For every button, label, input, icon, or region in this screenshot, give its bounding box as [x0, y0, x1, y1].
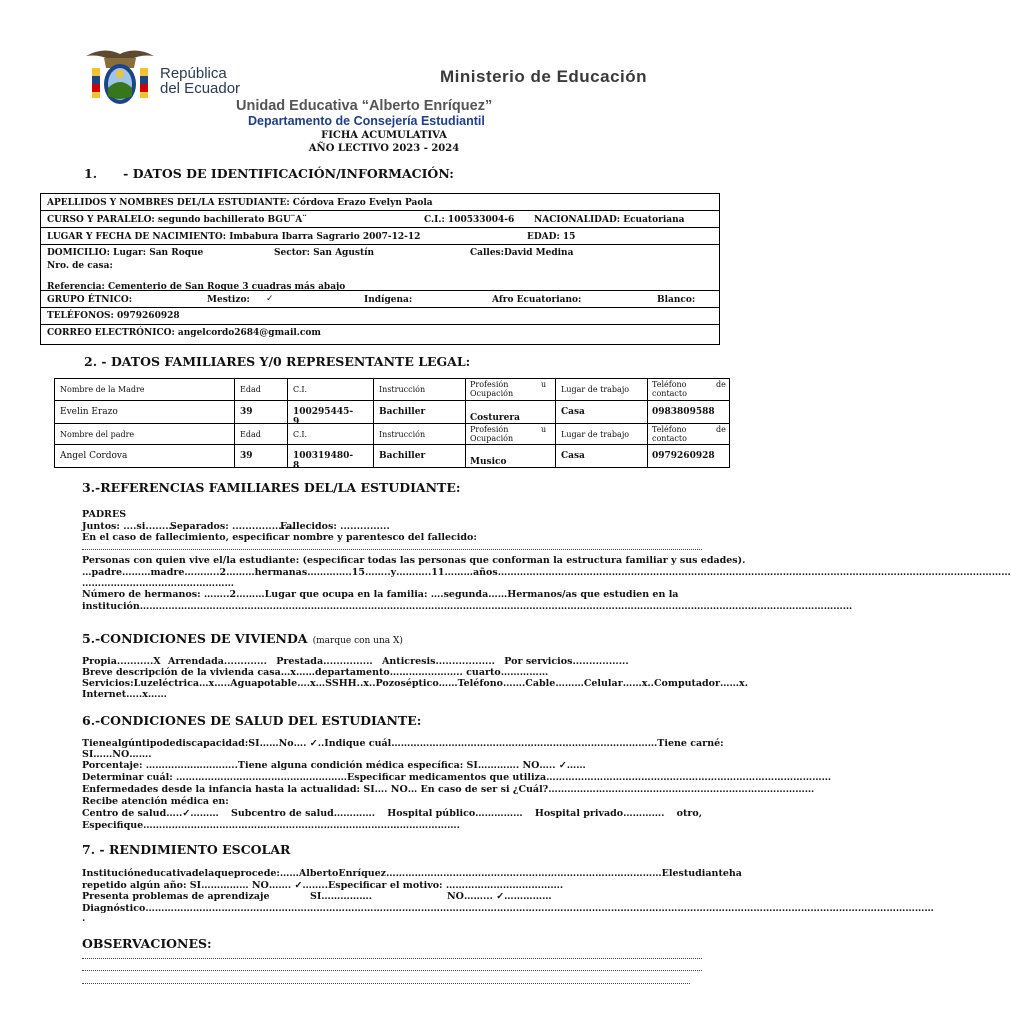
- id-table-divider: [40, 244, 720, 245]
- republic-name: [160, 66, 240, 96]
- section-5-note: (marque con una X): [312, 636, 403, 646]
- section-7-title: 7. - RENDIMIENTO ESCOLAR: [82, 842, 291, 857]
- mother-ci: 100295445-9: [293, 407, 354, 427]
- id-table-divider: [40, 227, 720, 228]
- disc-0: Tiene: [82, 738, 112, 749]
- hospital-publico: Hospital público……………: [387, 808, 523, 819]
- header-father-name: Nombre del padre: [60, 430, 135, 439]
- father-workplace: Casa: [561, 451, 585, 461]
- father-age: 39: [240, 451, 253, 461]
- header-ci: C.I.: [293, 385, 308, 394]
- padres-label: PADRES: [82, 509, 127, 520]
- fallecimiento-label: En el caso de fallecimiento, especificar nombre y parentesco del fallecido:: [82, 532, 477, 543]
- disc-2: tipo: [141, 738, 163, 749]
- father-ci: 100319480-8: [293, 451, 354, 471]
- hermanos-field: Número de hermanos: ……..2………Lugar que ocupa en la familia: ….segunda……Hermanos/as que estudien en la: [82, 589, 679, 600]
- separados-field: Separados: ...................: [170, 521, 295, 532]
- family-table-col: [465, 378, 466, 468]
- servicios-0: Servicios:: [82, 678, 134, 689]
- diagnostico-field: Diagnóstico……………………………………………………………………………………………………………………………………………………………………………………………………………………………: [82, 903, 934, 914]
- father-phone: 0979260928: [652, 451, 715, 461]
- header-profession: Profesión: [470, 425, 509, 434]
- section-1-title: 1. - DATOS DE IDENTIFICACIÓN/INFORMACIÓN:: [84, 166, 454, 181]
- convive-label: Personas con quien vive el/la estudiante: (especificar todas las personas que conforman la estructura familiar y sus edades).: [82, 555, 746, 566]
- internet-field: Internet…..x……: [82, 689, 167, 700]
- inst-1: educativa: [140, 868, 192, 879]
- inst-2: de: [191, 868, 205, 879]
- centros-row: [82, 808, 702, 819]
- family-table-col: [647, 378, 648, 468]
- carne-response: SI……NO…….: [82, 749, 152, 760]
- mother-name: Evelin Erazo: [60, 407, 118, 417]
- inst-9: estudiante: [672, 868, 729, 879]
- inst-4: que: [214, 868, 234, 879]
- inst-10: ha: [728, 868, 742, 879]
- inst-7: Alberto: [298, 868, 339, 879]
- republic-line-1: República: [160, 65, 227, 82]
- repetido-field: repetido algún año: SI…………… NO……. ✓……..Especificar el motivo: ……………………………….: [82, 880, 564, 891]
- ethnic-check-mark: ✓: [266, 294, 274, 304]
- department-name: Departamento de Consejería Estudiantil: [248, 114, 485, 128]
- header-workplace: Lugar de trabajo: [561, 385, 630, 394]
- convive-more: …………………………………………: [82, 578, 234, 589]
- servicios-3: potable….x…SSHH..x..Pozo: [257, 678, 401, 689]
- disc-6: No…. ✓..Indique cuál…………………………………………………………………………Tiene carné:: [278, 738, 724, 749]
- observaciones-line: [82, 958, 702, 959]
- disc-5: SI……: [248, 738, 279, 749]
- ethnic-afro: Afro Ecuatoriano:: [492, 295, 582, 305]
- address-sector: Sector: San Agustín: [274, 248, 375, 258]
- inst-8: Enríquez……………………………………………………………………………El: [338, 868, 673, 879]
- family-table-col: [287, 378, 288, 468]
- header-workplace: Lugar de trabajo: [561, 430, 630, 439]
- header-phone-de: de: [716, 425, 726, 434]
- header-contact: contacto: [652, 434, 687, 443]
- birth-info: LUGAR Y FECHA DE NACIMIENTO: Imbabura Ibarra Sagrario 2007-12-12: [47, 232, 421, 242]
- inst-6: ……: [279, 868, 299, 879]
- family-table-divider: [54, 400, 730, 401]
- tenencia-arrendada: Arrendada.............: [167, 656, 267, 667]
- ethnic-group-label: GRUPO ÉTNICO:: [47, 295, 133, 305]
- enfermedades-field: Enfermedades desde la infancia hasta la actualidad: SI…. NO… En caso de ser si ¿Cuál?…………………………………………………………………………: [82, 784, 815, 795]
- school-name: Unidad Educativa “Alberto Enríquez”: [236, 98, 493, 114]
- inst-0: Institución: [82, 868, 141, 879]
- inst-3: la: [204, 868, 215, 879]
- phones: TELÉFONOS: 0979260928: [47, 311, 180, 321]
- header-profession-u: u: [541, 380, 547, 389]
- family-table-col: [234, 378, 235, 468]
- republic-line-2: del Ecuador: [160, 80, 241, 97]
- problemas-no: NO……... ✓……………: [447, 891, 552, 902]
- header-occupation: Ocupación: [470, 434, 514, 443]
- house-number: Nro. de casa:: [47, 261, 113, 271]
- header-phone: Teléfono: [652, 380, 687, 389]
- porcentaje-field: Porcentaje: ………………………..Tiene alguna condición médica específica: SI…………. NO….. ✓……: [82, 760, 586, 771]
- especifique-field: Especifique……………………………………………………………………………………….: [82, 820, 460, 831]
- observaciones-line: [82, 983, 690, 984]
- diagnostico-bullet: .: [82, 913, 86, 924]
- header-instruction: Instrucción: [379, 385, 426, 394]
- section-3-title: 3.-REFERENCIAS FAMILIARES DEL/LA ESTUDIANTE:: [82, 480, 461, 495]
- tenencia-propia: Propia...........X: [82, 656, 161, 667]
- servicios-4: séptico……Teléfono…….Cable………Celular……x..: [400, 678, 654, 689]
- header-phone: Teléfono: [652, 425, 687, 434]
- header-ci: C.I.: [293, 430, 308, 439]
- servicios-5: Computador……x.: [654, 678, 748, 689]
- atencion-label: Recibe atención médica en:: [82, 796, 229, 807]
- mother-instruction: Bachiller: [379, 407, 426, 417]
- otro: otro,: [676, 808, 702, 819]
- school-year: AÑO LECTIVO 2023 - 2024: [308, 143, 460, 154]
- ethnic-mestizo: Mestizo:: [207, 295, 250, 305]
- servicios-2: eléctrica…x…..Agua: [152, 678, 258, 689]
- id-table-divider: [40, 210, 720, 211]
- student-ci: C.I.: 100533004-6: [424, 215, 515, 225]
- vivienda-descripcion: Breve descripción de la vivienda casa…x……departamento………………….. cuarto……………: [82, 667, 549, 678]
- ministry-title: Ministerio de Educación: [440, 67, 648, 86]
- tenencia-servicios: Por servicios.................: [504, 656, 629, 667]
- discapacidad-row: [82, 738, 724, 749]
- family-table-divider: [54, 444, 730, 445]
- nationality: NACIONALIDAD: Ecuatoriana: [534, 215, 685, 225]
- student-name: APELLIDOS Y NOMBRES DEL/LA ESTUDIANTE: Córdova Erazo Evelyn Paola: [47, 198, 433, 208]
- determinar-cual-field: Determinar cuál: ………………………………………………Especificar medicamentos que utiliza………………………………………………………………………………: [82, 772, 832, 783]
- header-age: Edad: [240, 430, 261, 439]
- mother-phone: 0983809588: [652, 407, 715, 417]
- family-table-divider: [54, 423, 730, 424]
- header-mother-name: Nombre de la Madre: [60, 385, 145, 394]
- header-contact: contacto: [652, 389, 687, 398]
- disc-3: de: [162, 738, 176, 749]
- juntos-field: Juntos: ....si.........: [82, 521, 176, 532]
- tenencia-prestada: Prestada...............: [276, 656, 373, 667]
- email: CORREO ELECTRÓNICO: angelcordo2684@gmail.com: [47, 328, 321, 338]
- ethnic-blanco: Blanco:: [657, 295, 696, 305]
- id-table-divider: [40, 307, 720, 308]
- header-profession: Profesión: [470, 380, 509, 389]
- family-table-col: [555, 378, 556, 468]
- servicios-row: [82, 678, 748, 689]
- ethnic-indigena: Indígena:: [364, 295, 413, 305]
- tenencia-row: [82, 656, 629, 667]
- institucion-row: [82, 868, 742, 879]
- dotted-line: [82, 549, 702, 550]
- observaciones-title: OBSERVACIONES:: [82, 936, 212, 951]
- problemas-label: Presenta problemas de aprendizaje: [82, 891, 270, 902]
- problemas-si: SI…………….: [310, 891, 373, 902]
- section-5-title: 5.-CONDICIONES DE VIVIENDA: [82, 631, 308, 646]
- convive-detail: …padre………madre………..2………hermanas…………..15……..y………..11………años………………………………………………………………………………………………………………………………………………: [82, 567, 1011, 578]
- mother-age: 39: [240, 407, 253, 417]
- header-profession-u: u: [541, 425, 547, 434]
- course: CURSO Y PARALELO: segundo bachillerato BGU¨A¨: [47, 215, 307, 225]
- observaciones-line: [82, 970, 702, 971]
- disc-1: algún: [111, 738, 142, 749]
- address-streets: Calles:David Medina: [470, 248, 574, 258]
- father-profession: Musico: [470, 457, 507, 467]
- subcentro-salud: Subcentro de salud………….: [230, 808, 376, 819]
- section-5-heading: [82, 628, 403, 647]
- hospital-privado: Hospital privado………….: [534, 808, 665, 819]
- inst-5: procede:: [233, 868, 280, 879]
- family-table-col: [373, 378, 374, 468]
- tenencia-anticresis: Anticresis..................: [382, 656, 495, 667]
- header-phone-de: de: [716, 380, 726, 389]
- mother-workplace: Casa: [561, 407, 585, 417]
- section-2-title: 2. - DATOS FAMILIARES Y/0 REPRESENTANTE LEGAL:: [84, 354, 471, 369]
- disc-4: discapacidad:: [175, 738, 249, 749]
- section-6-title: 6.-CONDICIONES DE SALUD DEL ESTUDIANTE:: [82, 713, 422, 728]
- address-place: DOMICILIO: Lugar: San Roque: [47, 248, 204, 258]
- ecuador-coat-of-arms-logo: [84, 46, 156, 108]
- header-occupation: Ocupación: [470, 389, 514, 398]
- institucion-field: institución………………………………………………………………………………………………………………………………………………………………………………………………………: [82, 601, 853, 612]
- age: EDAD: 15: [527, 232, 576, 242]
- id-table-divider: [40, 324, 720, 325]
- fallecidos-field: Fallecidos: ...............: [280, 521, 390, 532]
- father-instruction: Bachiller: [379, 451, 426, 461]
- header-age: Edad: [240, 385, 261, 394]
- father-name: Angel Cordova: [60, 451, 128, 461]
- mother-profession: Costurera: [470, 413, 520, 423]
- centro-salud: Centro de salud…..✓………: [82, 808, 219, 819]
- servicios-1: Luz: [133, 678, 153, 689]
- header-instruction: Instrucción: [379, 430, 426, 439]
- form-title: FICHA ACUMULATIVA: [321, 130, 447, 141]
- address-reference: Referencia: Cementerio de San Roque 3 cuadras más abajo: [47, 282, 346, 292]
